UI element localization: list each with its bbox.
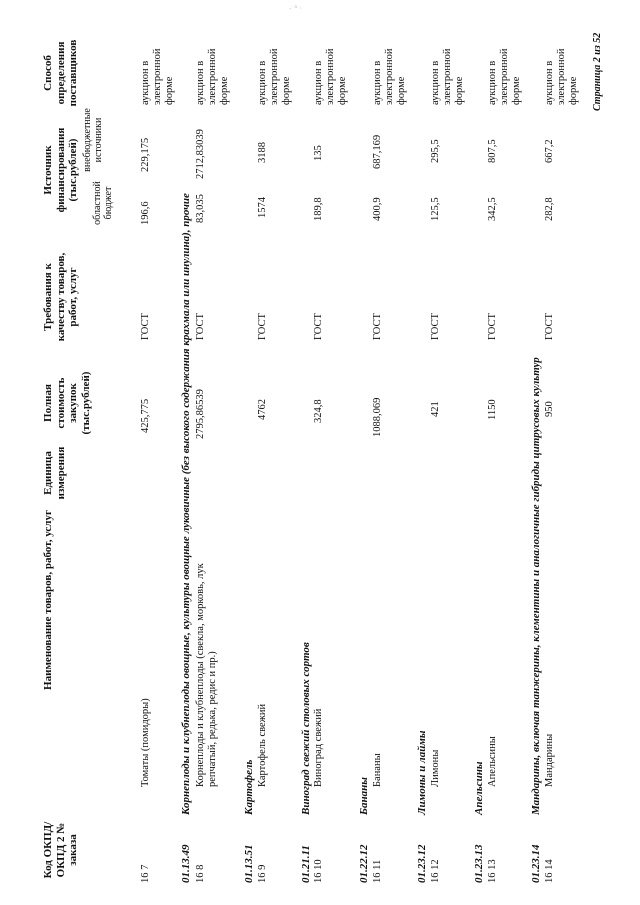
row-extra: 229,175 (140, 137, 151, 172)
section-title: Виноград свежий столовых сортов (300, 642, 312, 815)
header-code: Код ОКПД/ ОКПД 2 № заказа (42, 821, 79, 879)
section-code: 01.23.12 (416, 844, 428, 883)
section-title: Лимоны и лаймы (416, 730, 428, 815)
row-code: 16 12 (430, 859, 441, 883)
row-name: Картофель свежий (257, 703, 268, 787)
row-name: Томаты (помидоры) (140, 698, 151, 787)
header-name: Наименование товаров, работ, услуг (42, 510, 54, 690)
row-method: аукцион в электронной форме (430, 48, 465, 105)
section-title: Апельсины (473, 761, 485, 815)
header-funding-extra: внебюджетные источники (82, 108, 104, 172)
row-cost: 425,775 (140, 398, 151, 433)
row-cost: 4762 (257, 399, 268, 420)
header-funding-regional: областной бюджет (92, 181, 114, 225)
row-extra: 687,169 (372, 134, 383, 169)
row-code: 16 13 (487, 859, 498, 883)
row-cost: 1088,069 (372, 397, 383, 437)
row-regional: 125,5 (430, 197, 441, 221)
row-code: 16 14 (544, 859, 555, 883)
section-heading (473, 762, 485, 883)
row-regional: 282,8 (544, 197, 555, 221)
row-extra: 295,5 (430, 139, 441, 163)
row-regional: 189,8 (313, 197, 324, 221)
row-quality: ГОСТ (372, 313, 383, 340)
row-method: аукцион в электронной форме (140, 48, 175, 105)
row-cost: 2795,86539 (195, 389, 206, 439)
header-quality: Требования к качеству товаров, работ, услуг (42, 252, 79, 342)
row-method: аукцион в электронной форме (372, 48, 407, 105)
row-name: Корнеплоды и клубнеплоды (свекла, морковь, лук репчатый, редька, редис и пр.) (195, 563, 218, 787)
header-unit: Единица измерения (42, 446, 67, 500)
row-method: аукцион в электронной форме (487, 48, 522, 105)
section-code: 01.13.49 (180, 844, 192, 883)
row-quality: ГОСТ (257, 313, 268, 340)
header-method: Способ определения поставщиков (42, 39, 79, 107)
row-regional: 196,6 (140, 201, 151, 225)
row-code: 16 11 (372, 859, 383, 883)
row-name: Апельсины (487, 736, 498, 787)
row-cost: 324,8 (313, 399, 324, 423)
section-code: 01.22.12 (358, 844, 370, 883)
section-heading (358, 777, 370, 883)
section-heading (180, 193, 192, 883)
row-quality: ГОСТ (487, 313, 498, 340)
section-title: Корнеплоды и клубнеплоды овощные, культуры овощные луковичные (без высокого содержания крахмала или инулина), прочие (180, 193, 192, 815)
page-number: Страница 2 из 52 (592, 32, 603, 111)
header-funding: Источник финансирования (тыс.рублей) (42, 127, 79, 213)
row-name: Виноград свежий (313, 708, 324, 787)
row-extra: 3188 (257, 142, 268, 163)
row-code: 16 10 (313, 859, 324, 883)
section-heading (530, 357, 542, 883)
row-quality: ГОСТ (195, 313, 206, 340)
row-quality: ГОСТ (430, 313, 441, 340)
section-code: 01.23.13 (473, 844, 485, 883)
section-heading (416, 731, 428, 884)
row-extra: 807,5 (487, 139, 498, 163)
row-regional: 1574 (257, 197, 268, 218)
row-code: 16 7 (140, 864, 151, 883)
section-code: 01.23.14 (530, 844, 542, 883)
header-cost: Полная стоимость закупок (тыс.рублей) (42, 371, 92, 435)
row-method: аукцион в электронной форме (257, 48, 292, 105)
row-extra: 135 (313, 145, 324, 161)
scan-mark: ۰ ° · (288, 4, 303, 13)
row-code: 16 8 (195, 864, 206, 883)
row-name: Мандарины (544, 733, 555, 787)
row-cost: 950 (544, 401, 555, 417)
section-code: 01.13.51 (243, 844, 255, 883)
row-cost: 421 (430, 401, 441, 417)
section-heading (243, 760, 255, 883)
row-regional: 83,035 (195, 194, 206, 223)
section-code: 01.21.11 (300, 845, 312, 883)
row-regional: 400,9 (372, 197, 383, 221)
rotated-table (20, 25, 610, 885)
row-quality: ГОСТ (313, 313, 324, 340)
section-heading (300, 642, 312, 883)
row-regional: 342,5 (487, 197, 498, 221)
row-quality: ГОСТ (140, 313, 151, 340)
row-method: аукцион в электронной форме (313, 48, 348, 105)
row-name: Лимоны (430, 749, 441, 787)
row-name: Бананы (372, 753, 383, 787)
section-title: Мандарины, включая танжерины, клементины и аналогичные гибриды цитрусовых культур (530, 357, 542, 815)
row-method: аукцион в электронной форме (544, 48, 579, 105)
row-extra: 667,2 (544, 139, 555, 163)
section-title: Бананы (358, 777, 370, 815)
row-quality: ГОСТ (544, 313, 555, 340)
section-title: Картофель (243, 759, 255, 815)
row-cost: 1150 (487, 399, 498, 420)
row-extra: 2712,83039 (195, 129, 206, 179)
row-method: аукцион в электронной форме (195, 48, 230, 105)
row-code: 16 9 (257, 864, 268, 883)
